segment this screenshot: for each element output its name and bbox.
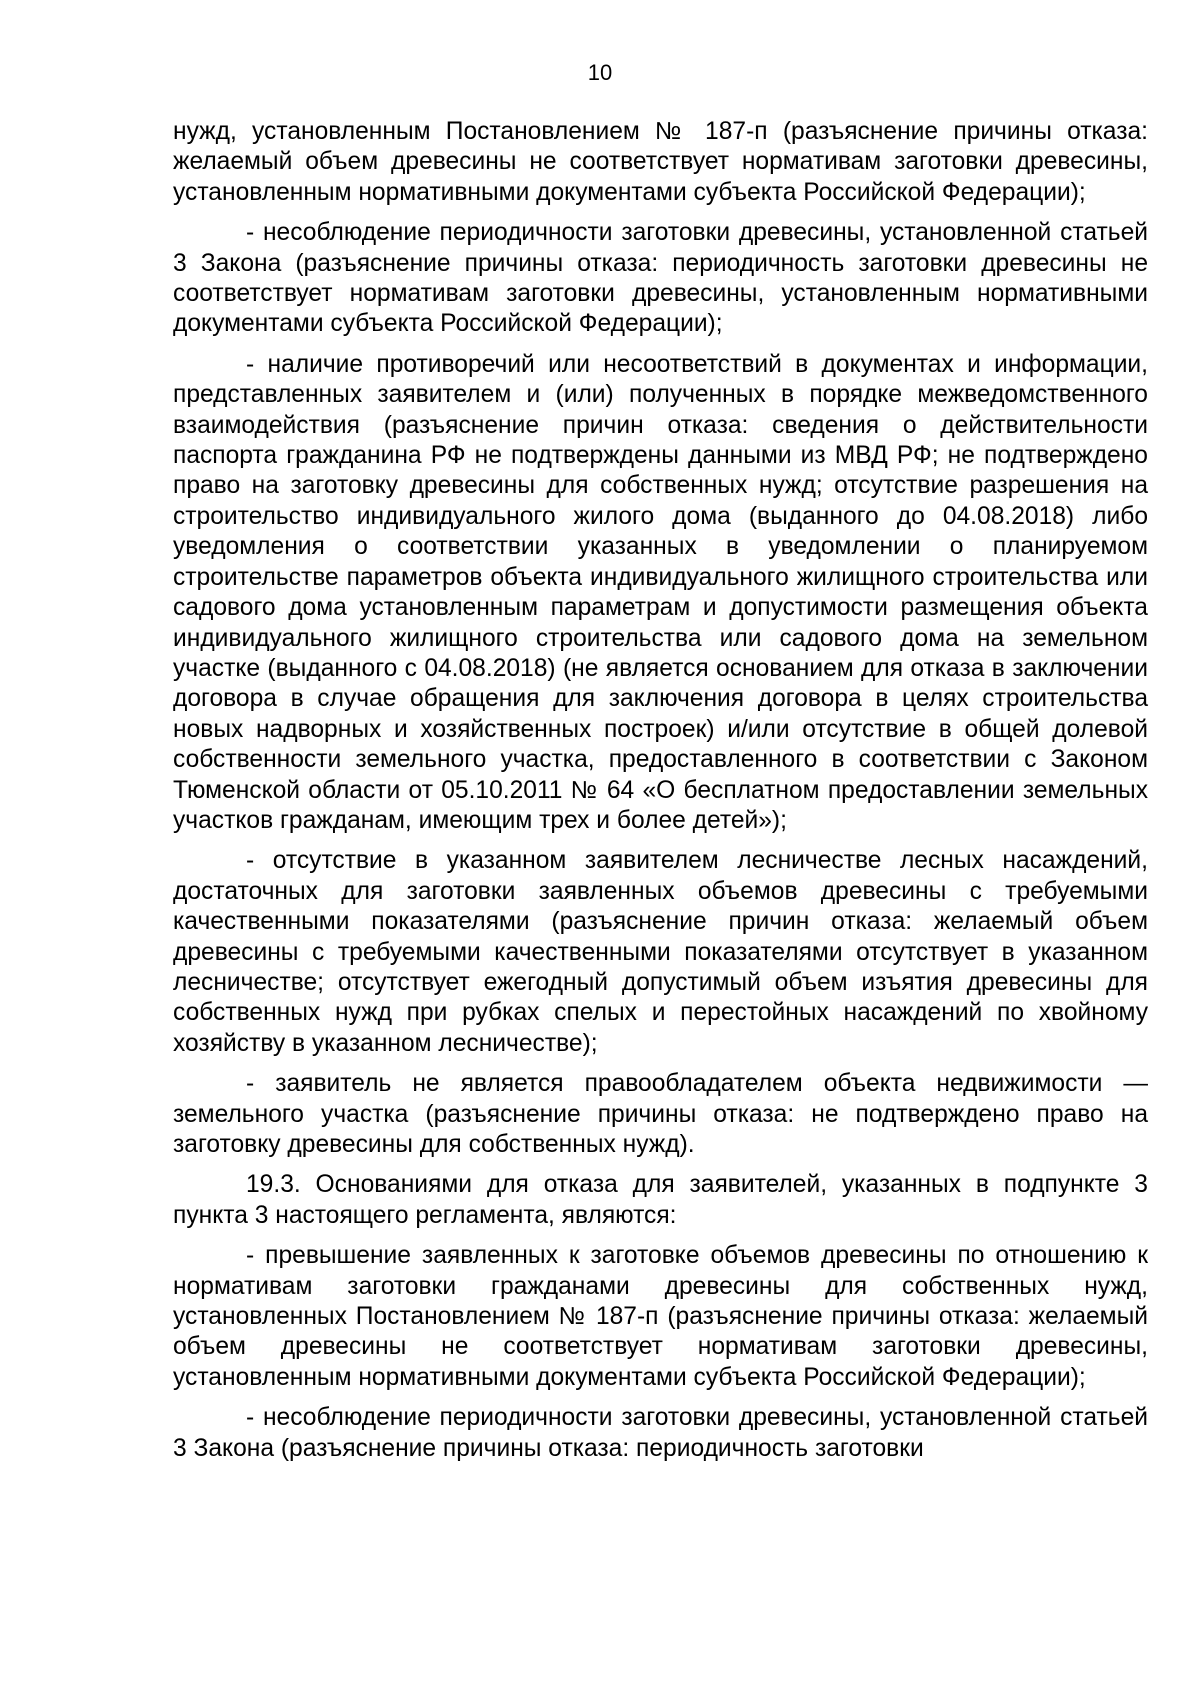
document-body xyxy=(173,117,1148,1474)
page-number: 10 xyxy=(587,60,613,85)
paragraph-2: - несоблюдение периодичности заготовки древесины, установленной статьей 3 Закона (разъяснение причины отказа: периодичность заготовки древесины не соответствует нормативам заготовки древесины, установленным нормативными документами субъекта Российской Федерации); xyxy=(173,219,1148,338)
paragraph-8: - несоблюдение периодичности заготовки древесины, установленной статьей 3 Закона (разъяснение причины отказа: периодичность заготовки xyxy=(173,1404,1148,1462)
paragraph-6: 19.3. Основаниями для отказа для заявителей, указанных в подпункте 3 пункта 3 настоящего регламента, являются: xyxy=(173,1171,1148,1229)
paragraph-4: - отсутствие в указанном заявителем лесничестве лесных насаждений, достаточных для заготовки заявленных объемов древесины с требуемыми качественными показателями (разъяснение причин отказа: желаемый объем древесины с требуемыми качественными показателями отсутствует в указанном лесничестве; отсутствует ежегодный допустимый объем изъятия древесины для собственных нужд при рубках спелых и перестойных насаждений по хвойному хозяйству в указанном лесничестве); xyxy=(173,847,1148,1057)
paragraph-7: - превышение заявленных к заготовке объемов древесины по отношению к нормативам заготовки гражданами древесины для собственных нужд, установленных Постановлением № 187-п (разъяснение причины отказа: желаемый объем древесины не соответствует нормативам заготовки древесины, установленным нормативными документами субъекта Российской Федерации); xyxy=(173,1242,1148,1391)
paragraph-5: - заявитель не является правообладателем объекта недвижимости — земельного участка (разъяснение причины отказа: не подтверждено право на заготовку древесины для собственных нужд). xyxy=(173,1070,1148,1158)
paragraph-1: нужд, установленным Постановлением № 187-п (разъяснение причины отказа: желаемый объем древесины не соответствует нормативам заготовки древесины, установленным нормативными документами субъекта Российской Федерации); xyxy=(173,118,1148,206)
paragraph-3: - наличие противоречий или несоответствий в документах и информации, представленных заявителем и (или) полученных в порядке межведомственного взаимодействия (разъяснение причин отказа: сведения о действительности паспорта гражданина РФ не подтверждены данными из МВД РФ; не подтверждено право на заготовку древесины для собственных нужд; отсутствие разрешения на строительство индивидуального жилого дома (выданного до 04.08.2018) либо уведомления о соответствии указанных в уведомлении о планируемом строительстве параметров объекта индивидуального жилищного строительства или садового дома установленным параметрам и допустимости размещения объекта индивидуального жилищного строительства или садового дома на земельном участке (выданного с 04.08.2018) (не является основанием для отказа в заключении договора в случае обращения для заключения договора в целях строительства новых надворных и хозяйственных построек) и/или отсутствие в общей долевой собственности земельного участка, предоставленного в соответствии с Законом Тюменской области от 05.10.2011 № 64 «О бесплатном предоставлении земельных участков гражданам, имеющим трех и более детей»); xyxy=(173,350,1148,834)
